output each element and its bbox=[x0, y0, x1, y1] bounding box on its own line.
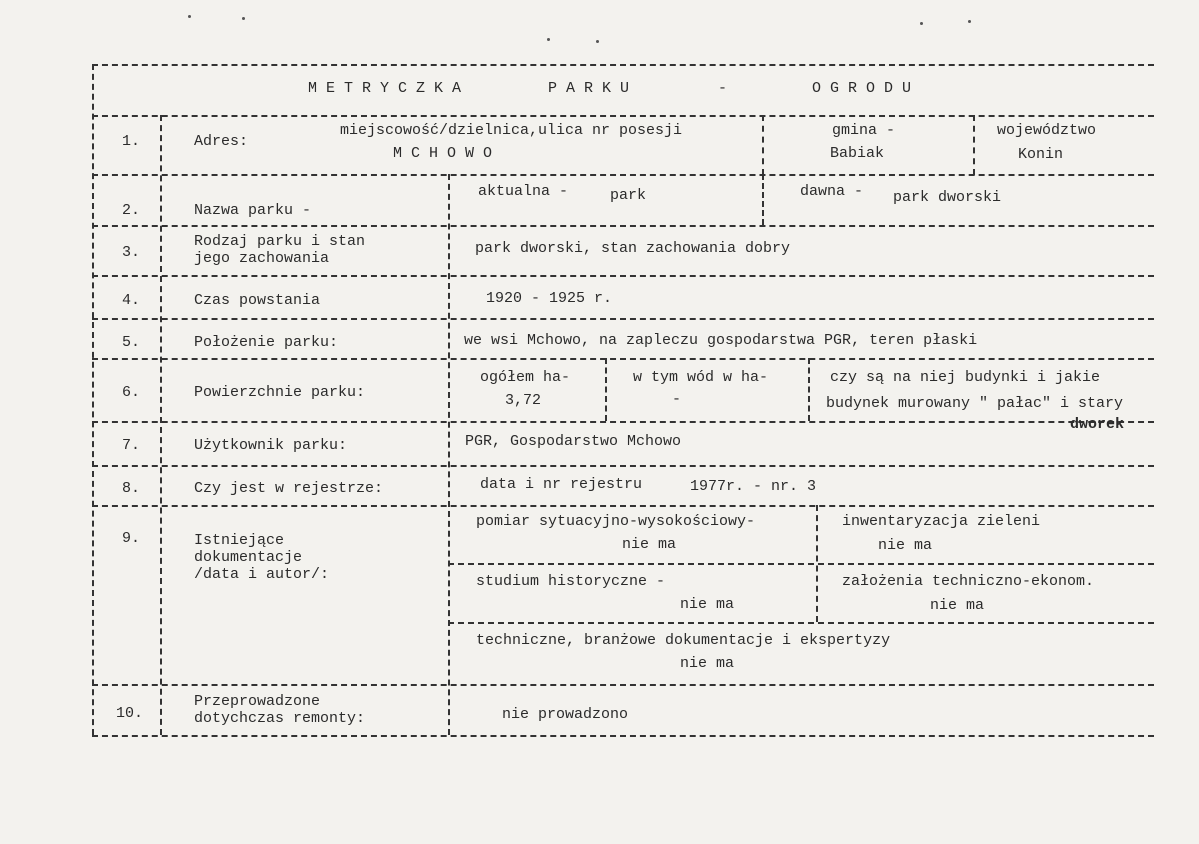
location-label: Położenie parku: bbox=[194, 334, 339, 351]
row-divider bbox=[448, 563, 1154, 565]
cell-divider bbox=[605, 358, 607, 421]
row-divider bbox=[92, 684, 1154, 686]
title-word-ogrodu: OGRODU bbox=[812, 80, 921, 97]
row-divider bbox=[92, 421, 1154, 423]
park-type-value: park dworski, stan zachowania dobry bbox=[475, 240, 791, 257]
total-area-header: ogółem ha- bbox=[480, 369, 571, 386]
table-top-border bbox=[92, 64, 1154, 66]
label-column-divider bbox=[448, 174, 450, 735]
cell-divider bbox=[816, 505, 818, 622]
row-number: 2. bbox=[122, 202, 141, 219]
row-number: 1. bbox=[122, 133, 141, 150]
total-area-value: 3,72 bbox=[505, 392, 542, 409]
table-bottom-border bbox=[92, 735, 1154, 737]
ink-speck bbox=[242, 17, 245, 20]
row-divider bbox=[92, 225, 1154, 227]
survey-header: pomiar sytuacyjno-wysokościowy- bbox=[476, 513, 756, 530]
history-study-header: studium historyczne - bbox=[476, 573, 666, 590]
current-name-value: park bbox=[610, 187, 647, 204]
documentation-label: Istniejące bbox=[194, 532, 285, 549]
water-area-header: w tym wód w ha- bbox=[633, 369, 769, 386]
former-name-header: dawna - bbox=[800, 183, 864, 200]
expertise-value: nie ma bbox=[680, 655, 735, 672]
location-value: we wsi Mchowo, na zapleczu gospodarstwa PGR, teren płaski bbox=[464, 332, 978, 349]
row-divider bbox=[92, 275, 1154, 277]
ink-speck bbox=[968, 20, 971, 23]
title-word-parku: PARKU bbox=[548, 80, 639, 97]
user-value: PGR, Gospodarstwo Mchowo bbox=[465, 433, 682, 450]
row-number: 5. bbox=[122, 334, 141, 351]
tech-econ-header: założenia techniczno-ekonom. bbox=[842, 573, 1095, 590]
buildings-value: budynek murowany " pałac" i stary bbox=[826, 395, 1124, 412]
voivodeship-header: województwo bbox=[997, 122, 1097, 139]
cell-divider bbox=[762, 115, 764, 175]
ink-speck bbox=[596, 40, 599, 43]
row-number: 6. bbox=[122, 384, 141, 401]
row-divider bbox=[92, 358, 1154, 360]
cell-divider bbox=[808, 358, 810, 421]
row-number: 8. bbox=[122, 480, 141, 497]
buildings-header: czy są na niej budynki i jakie bbox=[830, 369, 1101, 386]
renovations-label-line2: dotychczas remonty: bbox=[194, 710, 366, 727]
history-study-value: nie ma bbox=[680, 596, 735, 613]
gmina-header: gmina - bbox=[832, 122, 896, 139]
row-number: 9. bbox=[122, 530, 141, 547]
title-word-metryczka: METRYCZKA bbox=[308, 80, 471, 97]
address-label: Adres: bbox=[194, 133, 249, 150]
row-divider bbox=[92, 465, 1154, 467]
place-value: MCHOWO bbox=[393, 145, 502, 162]
row-divider bbox=[92, 174, 1154, 176]
park-type-label-line2: jego zachowania bbox=[194, 250, 330, 267]
documentation-label-line2: dokumentacje bbox=[194, 549, 303, 566]
user-label: Użytkownik parku: bbox=[194, 437, 348, 454]
ink-speck bbox=[188, 15, 191, 18]
inventory-value: nie ma bbox=[878, 537, 933, 554]
row-number: 3. bbox=[122, 244, 141, 261]
current-name-header: aktualna - bbox=[478, 183, 569, 200]
table-left-border bbox=[92, 64, 94, 735]
documentation-label-line3: /data i autor/: bbox=[194, 566, 330, 583]
gmina-value: Babiak bbox=[830, 145, 885, 162]
area-label: Powierzchnie parku: bbox=[194, 384, 366, 401]
park-type-label: Rodzaj parku i stan bbox=[194, 233, 366, 250]
register-header: data i nr rejestru bbox=[480, 476, 643, 493]
row-divider bbox=[92, 115, 1154, 117]
row-number: 4. bbox=[122, 292, 141, 309]
expertise-header: techniczne, branżowe dokumentacje i ekspertyzy bbox=[476, 632, 891, 649]
inventory-header: inwentaryzacja zieleni bbox=[842, 513, 1041, 530]
cell-divider bbox=[762, 174, 764, 225]
place-header: miejscowość/dzielnica,ulica nr posesji bbox=[340, 122, 683, 139]
register-label: Czy jest w rejestrze: bbox=[194, 480, 384, 497]
number-column-divider bbox=[160, 115, 162, 735]
renovations-value: nie prowadzono bbox=[502, 706, 629, 723]
tech-econ-value: nie ma bbox=[930, 597, 985, 614]
title-dash: - bbox=[718, 80, 728, 97]
survey-value: nie ma bbox=[622, 536, 677, 553]
row-divider bbox=[448, 622, 1154, 624]
ink-speck bbox=[920, 22, 923, 25]
renovations-label: Przeprowadzone bbox=[194, 693, 321, 710]
cell-divider bbox=[973, 115, 975, 175]
row-divider bbox=[92, 505, 1154, 507]
water-area-value: - bbox=[672, 391, 682, 408]
ink-speck bbox=[547, 38, 550, 41]
register-value: 1977r. - nr. 3 bbox=[690, 478, 817, 495]
row-divider bbox=[92, 318, 1154, 320]
row-number: 10. bbox=[116, 705, 144, 722]
buildings-value-line2: dworek bbox=[1070, 416, 1125, 433]
row-number: 7. bbox=[122, 437, 141, 454]
voivodeship-value: Konin bbox=[1018, 146, 1064, 163]
creation-time-value: 1920 - 1925 r. bbox=[486, 290, 613, 307]
former-name-value: park dworski bbox=[893, 189, 1002, 206]
creation-time-label: Czas powstania bbox=[194, 292, 321, 309]
park-name-label: Nazwa parku - bbox=[194, 202, 312, 219]
